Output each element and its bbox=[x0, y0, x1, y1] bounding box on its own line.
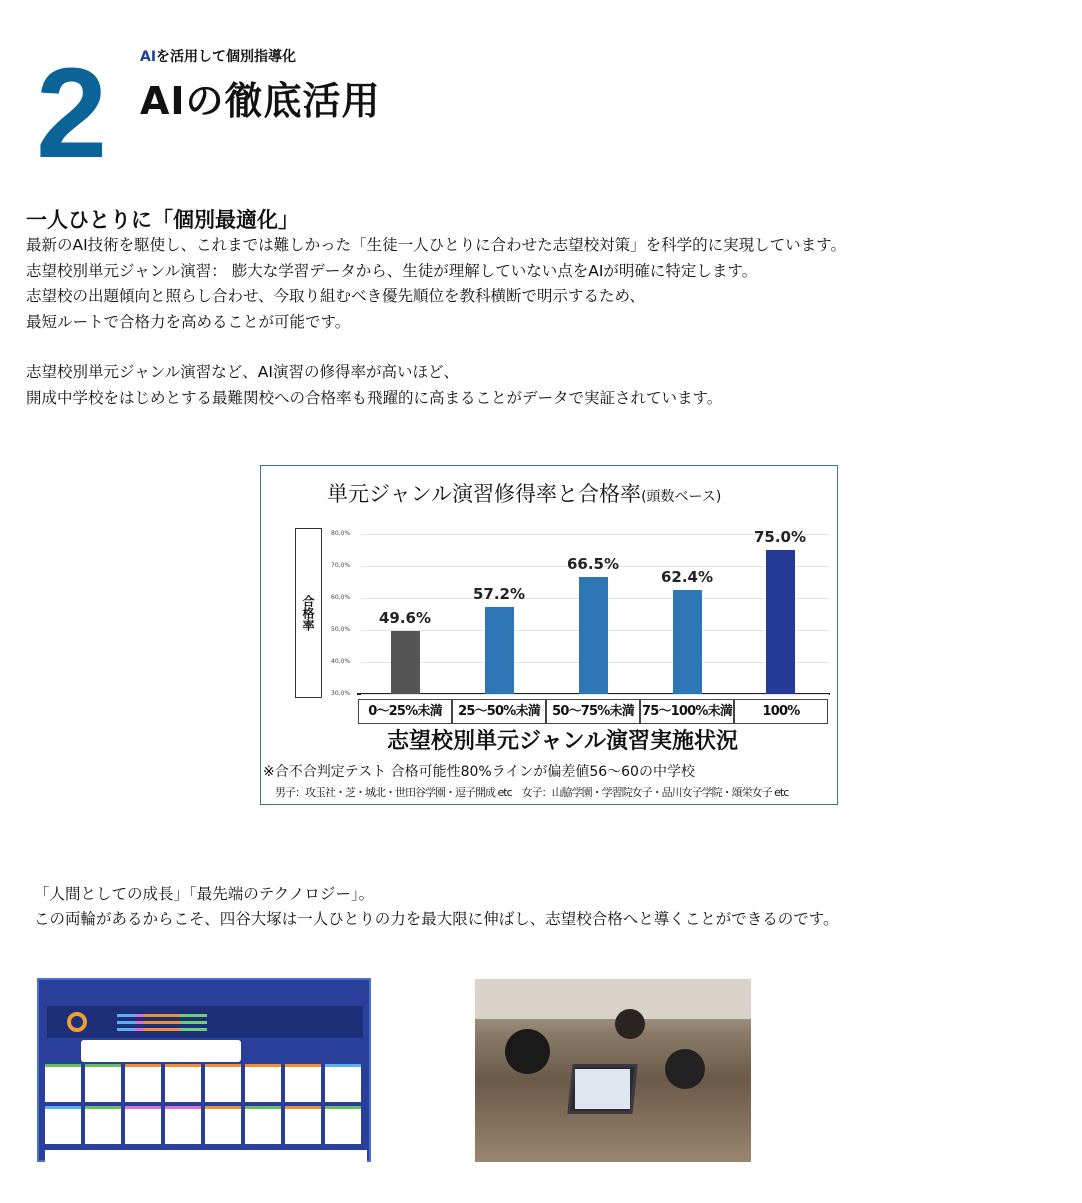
task-card bbox=[85, 1106, 121, 1144]
y-axis-label: 合格率 bbox=[295, 528, 322, 698]
bar bbox=[579, 577, 608, 694]
chart-title bbox=[327, 481, 721, 510]
category-label: 25〜50%未満 bbox=[452, 699, 546, 724]
gridline bbox=[361, 694, 829, 695]
task-card bbox=[325, 1106, 361, 1144]
bar-value-label: 62.4% bbox=[660, 568, 714, 587]
task-card bbox=[85, 1064, 121, 1102]
task-card bbox=[245, 1064, 281, 1102]
bar bbox=[766, 550, 795, 694]
paragraph-1 bbox=[26, 233, 846, 335]
content-heading: 一人ひとりに「個別最適化」 bbox=[26, 208, 299, 232]
bar-value-label: 57.2% bbox=[472, 584, 526, 603]
text-line: 最短ルートで合格力を高めることが可能です。 bbox=[26, 312, 351, 331]
y-tick-label: 30.0% bbox=[331, 690, 351, 697]
chart-title-suffix: (頭数ベース) bbox=[641, 489, 722, 505]
classroom-photo bbox=[475, 979, 751, 1162]
bar-value-label: 66.5% bbox=[566, 555, 620, 574]
message-bubble bbox=[81, 1040, 241, 1062]
y-tick-label: 70.0% bbox=[331, 562, 351, 569]
task-card bbox=[165, 1064, 201, 1102]
y-tick-label: 40.0% bbox=[331, 658, 351, 665]
bar-value-label: 49.6% bbox=[378, 609, 432, 628]
chart-note: ※合不合判定テスト 合格可能性80%ラインが偏差値56〜60の中学校 bbox=[263, 764, 695, 780]
bar-value-label: 75.0% bbox=[753, 528, 807, 546]
paragraph-2 bbox=[26, 360, 722, 411]
text-line: 志望校の出題傾向と照らし合わせ、今取り組むべき優先順位を教科横断で明示するため、 bbox=[26, 287, 645, 305]
text-line: 開成中学校をはじめとする最難関校への合格率も飛躍的に高まることがデータで実証されています。 bbox=[26, 388, 723, 407]
x-axis-label: 志望校別単元ジャンル演習実施状況 bbox=[387, 729, 739, 754]
bar bbox=[391, 631, 420, 694]
task-card bbox=[325, 1064, 361, 1102]
section-subtitle bbox=[140, 46, 296, 66]
closing-text bbox=[34, 882, 838, 932]
progress-bar bbox=[117, 1028, 207, 1031]
text-line: 最新のAI技術を駆使し、これまでは難しかった「生徒一人ひとりに合わせた志望校対策」を科学的に実現しています。 bbox=[26, 236, 846, 254]
laptop-screen bbox=[575, 1069, 630, 1109]
chart-schools: 男子：攻玉社・芝・城北・世田谷学園・逗子開成 etc 女子：山脇学園・学習院女子・品川女子学院・頌栄女子 etc bbox=[275, 786, 789, 799]
text-line: 志望校別単元ジャンル演習など、AI演習の修得率が高いほど、 bbox=[26, 363, 459, 381]
progress-bar bbox=[117, 1021, 207, 1024]
text-line: 志望校別単元ジャンル演習： 膨大な学習データから、生徒が理解していない点をAIが明確に特定します。 bbox=[26, 261, 758, 280]
donut-graphic bbox=[67, 1012, 87, 1032]
bar bbox=[673, 590, 702, 694]
subtitle-ai: AI bbox=[140, 49, 157, 65]
progress-bar bbox=[117, 1014, 207, 1017]
chart-title-main: 単元ジャンル演習修得率と合格率 bbox=[327, 482, 642, 506]
y-tick-label: 50.0% bbox=[331, 626, 351, 633]
app-screenshot-image bbox=[37, 978, 371, 1162]
task-card bbox=[205, 1106, 241, 1144]
task-card bbox=[285, 1106, 321, 1144]
category-label: 0〜25%未満 bbox=[358, 699, 452, 724]
subtitle-rest: を活用して個別指導化 bbox=[156, 49, 297, 65]
task-card bbox=[245, 1106, 281, 1144]
task-card bbox=[45, 1064, 81, 1102]
footer-strip bbox=[45, 1150, 367, 1162]
category-label: 100% bbox=[734, 699, 828, 724]
task-card bbox=[205, 1064, 241, 1102]
student-graphic bbox=[665, 1049, 705, 1089]
category-label: 50〜75%未満 bbox=[546, 699, 640, 724]
text-line: 「人間としての成長」「最先端のテクノロジー」。 bbox=[34, 885, 375, 903]
text-line: この両輪があるからこそ、四谷大塚は一人ひとりの力を最大限に伸ばし、志望校合格へと導くことができるのです。 bbox=[34, 910, 839, 928]
task-card bbox=[45, 1106, 81, 1144]
section-title: AIの徹底活用 bbox=[140, 79, 381, 123]
category-label: 75〜100%未満 bbox=[640, 699, 734, 724]
section-number: 2 bbox=[36, 42, 108, 185]
task-card bbox=[125, 1106, 161, 1144]
student-graphic bbox=[505, 1029, 550, 1074]
task-card bbox=[165, 1106, 201, 1144]
y-tick-label: 80.0% bbox=[331, 530, 351, 537]
student-graphic bbox=[615, 1009, 645, 1039]
photo-wall bbox=[475, 979, 751, 1019]
y-tick-label: 60.0% bbox=[331, 594, 351, 601]
task-card bbox=[285, 1064, 321, 1102]
bar bbox=[485, 607, 514, 694]
task-card bbox=[125, 1064, 161, 1102]
bar-chart bbox=[260, 465, 838, 805]
